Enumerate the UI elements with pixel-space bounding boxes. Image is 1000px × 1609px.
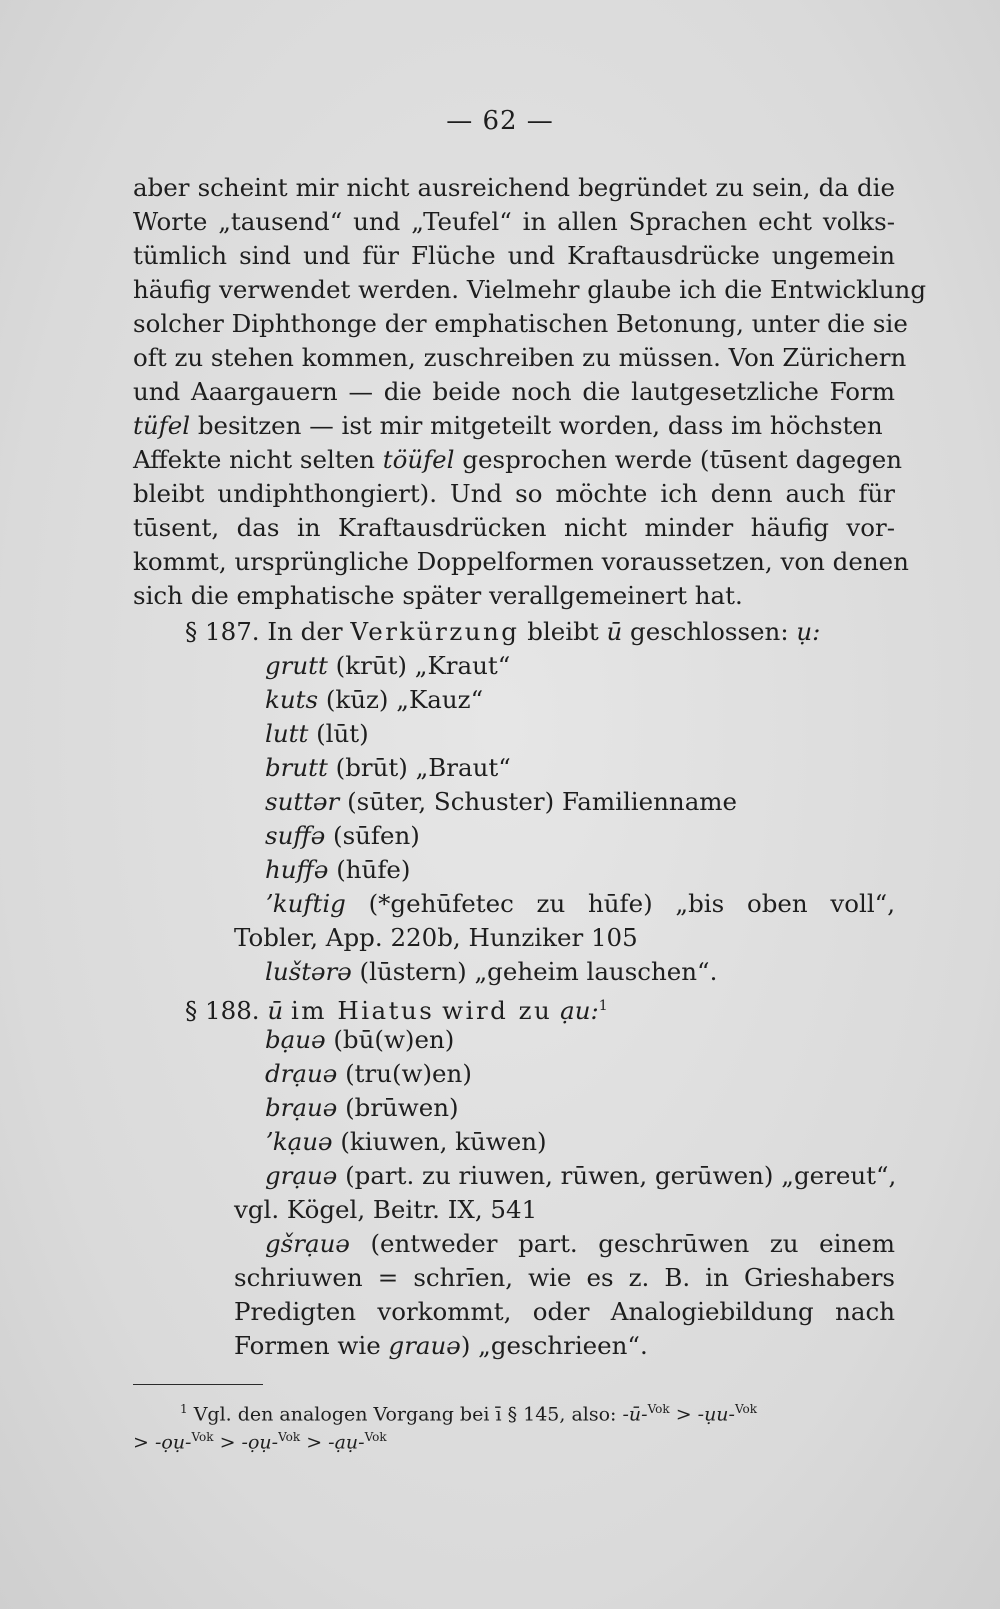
example-row — [265, 1228, 895, 1260]
example-row — [265, 1126, 547, 1158]
example-gloss: (bū(w)en) — [333, 1025, 455, 1054]
example-word: suttər — [265, 787, 340, 816]
text-line — [133, 444, 902, 476]
page-number: — 62 — — [446, 106, 554, 136]
example-row — [265, 888, 895, 920]
text-segment: In der — [267, 617, 343, 646]
example-word: drạuə — [265, 1059, 338, 1088]
footnote-form: > -ạụ- — [306, 1431, 365, 1454]
symbol: ạu: — [560, 996, 599, 1026]
section-mark: § 188. — [185, 996, 260, 1026]
text-line: tümlich sind und für Flüche und Kraftausdrücke ungemein — [133, 241, 895, 270]
example-row — [265, 786, 737, 818]
continuation-line: Predigten vorkommt, oder Analogiebildung nach — [234, 1297, 895, 1326]
text-line: kommt, ursprüngliche Doppelformen voraussetzen, von denen — [133, 547, 909, 576]
example-word: lutt — [265, 719, 309, 748]
text-segment: besitzen — ist mir mitgeteilt worden, dass im höchsten — [197, 411, 883, 440]
example-row — [265, 684, 483, 716]
example-gloss: (*gehūfetec zu hūfe) „bis oben voll“, — [368, 889, 895, 918]
text-line: bleibt undiphthongiert). Und so möchte ich denn auch für — [133, 479, 895, 508]
section-187-heading — [185, 616, 820, 648]
text-line: aber scheint mir nicht ausreichend begründet zu sein, da die — [133, 173, 895, 202]
italic-word: töüfel — [382, 445, 455, 474]
footnote-vok: Vok — [278, 1430, 301, 1444]
example-row — [265, 820, 420, 852]
footnote-ref: 1 — [598, 998, 608, 1014]
text-line: häufig verwendet werden. Vielmehr glaube ich die Entwicklung — [133, 275, 927, 304]
example-row — [265, 718, 369, 750]
term: Verkürzung — [350, 617, 520, 646]
footnote-mark: 1 — [180, 1402, 188, 1416]
text-segment: bleibt — [527, 617, 599, 646]
example-word: bạuə — [265, 1025, 326, 1054]
text-segment: Formen wie — [234, 1331, 381, 1360]
example-row — [265, 1092, 459, 1124]
footnote-form: > -ụu- — [675, 1403, 735, 1426]
footnote-form: > -ọụ- — [219, 1431, 279, 1454]
text-line: oft zu stehen kommen, zuschreiben zu müssen. Von Zürichern — [133, 343, 907, 372]
example-word: brạuə — [265, 1093, 338, 1122]
example-word: luštərə — [265, 957, 352, 986]
example-word: gšrạuə — [265, 1229, 350, 1258]
italic-word: tüfel — [133, 411, 191, 440]
text-line — [133, 410, 883, 442]
example-gloss: (hūfe) — [336, 855, 411, 884]
example-word: huffə — [265, 855, 329, 884]
example-gloss: (kūz) „Kauz“ — [325, 685, 484, 714]
example-word: brutt — [265, 753, 328, 782]
example-gloss: (sūfen) — [333, 821, 420, 850]
example-gloss: (part. zu riuwen, rūwen, gerūwen) „gereut“, — [345, 1161, 897, 1190]
example-row — [265, 1058, 472, 1090]
symbol: ụ: — [796, 617, 821, 646]
example-row — [265, 650, 510, 682]
footnote-vok: Vok — [364, 1430, 387, 1444]
example-gloss: (sūter, Schuster) Familienname — [347, 787, 738, 816]
text-line: solcher Diphthonge der emphatischen Betonung, unter die sie — [133, 309, 908, 338]
footnote-vok: Vok — [734, 1402, 758, 1416]
example-word: suffə — [265, 821, 326, 850]
section-188-heading — [185, 990, 608, 1027]
text-segment: Affekte nicht selten — [133, 445, 375, 474]
continuation-line: schriuwen = schrīen, wie es z. B. in Grieshabers — [234, 1263, 895, 1292]
example-gloss: (kiuwen, kūwen) — [340, 1127, 547, 1156]
footnote-form: -ū- — [622, 1403, 648, 1426]
example-row — [265, 1024, 454, 1056]
text-line: und Aaargauern — die beide noch die lautgesetzliche Form — [133, 377, 895, 406]
footnote-rule — [133, 1384, 263, 1385]
example-gloss: (tru(w)en) — [345, 1059, 472, 1088]
continuation-line: Tobler, App. 220b, Hunziker 105 — [234, 923, 638, 952]
example-row — [265, 752, 511, 784]
example-word: ʼkạuə — [265, 1127, 333, 1156]
symbol: ū — [267, 996, 284, 1026]
footnote-form: > -ọụ- — [133, 1431, 192, 1454]
text-segment: wird zu — [442, 996, 553, 1026]
symbol: ū — [606, 617, 623, 646]
example-word: grạuə — [265, 1161, 338, 1190]
footnote-vok: Vok — [191, 1430, 214, 1444]
example-gloss: (brūwen) — [345, 1093, 459, 1122]
example-word: grutt — [265, 651, 328, 680]
example-row — [265, 956, 717, 988]
text-segment: geschlossen: — [630, 617, 789, 646]
footnote-line — [180, 1396, 757, 1427]
continuation-line — [234, 1330, 648, 1362]
example-gloss: (lūt) — [316, 719, 369, 748]
text-line: sich die emphatische später verallgemeinert hat. — [133, 581, 743, 610]
example-gloss: (krūt) „Kraut“ — [335, 651, 511, 680]
continuation-line: vgl. Kögel, Beitr. IX, 541 — [234, 1195, 538, 1224]
footnote-vok: Vok — [647, 1402, 670, 1416]
text-line: Worte „tausend“ und „Teufel“ in allen Sprachen echt volks- — [133, 207, 895, 236]
footnote-line — [133, 1424, 387, 1455]
example-gloss: (lūstern) „geheim lauschen“. — [359, 957, 718, 986]
example-word: ʼkuftig — [265, 889, 346, 918]
example-gloss: (entweder part. geschrūwen zu einem — [370, 1229, 895, 1258]
text-segment: ) „geschrieen“. — [460, 1331, 648, 1360]
section-mark: § 187. — [185, 617, 260, 646]
italic-word: grauə — [388, 1331, 461, 1360]
term: im Hiatus — [290, 996, 435, 1026]
example-word: kuts — [265, 685, 319, 714]
example-row — [265, 854, 410, 886]
text-segment: gesprochen werde (tūsent dagegen — [462, 445, 903, 474]
footnote-text: Vgl. den analogen Vorgang bei ī § 145, also: — [193, 1403, 617, 1426]
example-gloss: (brūt) „Braut“ — [335, 753, 511, 782]
example-row — [265, 1160, 895, 1192]
text-line: tūsent, das in Kraftausdrücken nicht minder häufig vor- — [133, 513, 895, 542]
